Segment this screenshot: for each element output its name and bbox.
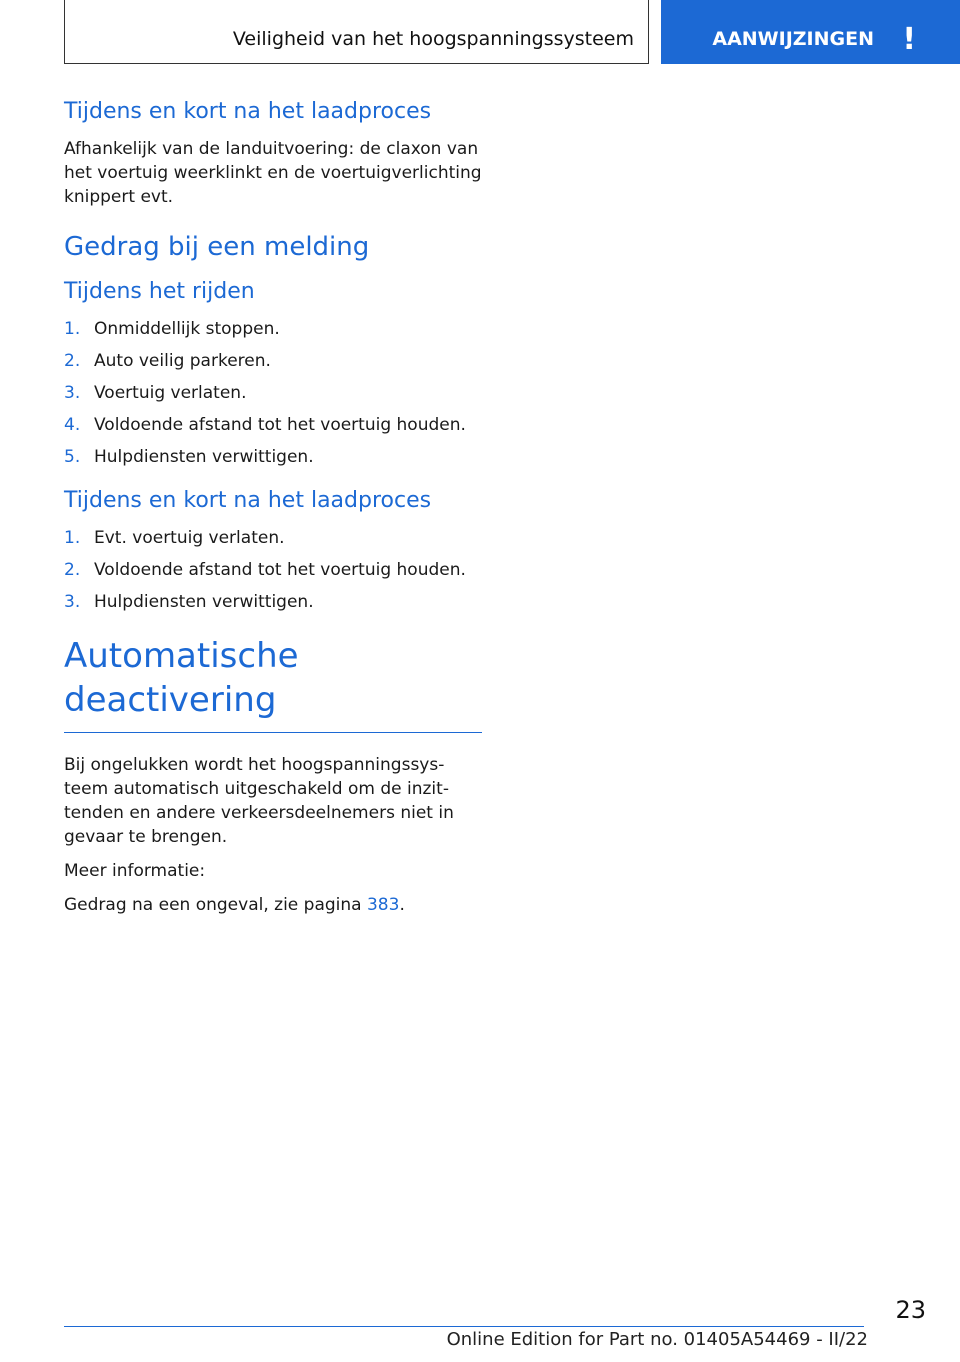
subheading-charging: Tijdens en kort na het laadproces	[64, 99, 432, 124]
driving-steps-list	[64, 317, 482, 469]
step-number: 4.	[64, 414, 81, 435]
step-number: 1.	[64, 527, 81, 548]
deactivation-paragraph: Bij ongelukken wordt het hoogspanningssysteem automatisch uitgeschakeld om de inzittenden en andere verkeersdeelnemers niet in gevaar te brengen.	[64, 754, 454, 847]
page-link[interactable]: 383	[366, 894, 400, 915]
step-number: 1.	[64, 318, 81, 339]
list-item	[64, 526, 482, 550]
page-number: 23	[895, 1296, 926, 1324]
cross-reference-text: Gedrag na een ongeval, zie pagina	[64, 894, 367, 915]
footer-divider	[64, 1326, 864, 1327]
step-number: 2.	[64, 559, 81, 580]
chapter-label: AANWIJZINGEN	[712, 28, 874, 50]
list-item	[64, 381, 482, 405]
list-item	[64, 445, 482, 469]
step-text: Onmiddellijk stoppen.	[94, 318, 280, 339]
cross-reference-suffix: .	[399, 894, 405, 915]
subheading-charging-2: Tijdens en kort na het laadproces	[64, 487, 432, 513]
warning-icon: !	[902, 22, 916, 57]
more-info-label: Meer informatie:	[64, 860, 206, 881]
step-text: Voldoende afstand tot het voertuig houden.	[94, 414, 466, 435]
section-title: Veiligheid van het hoogspanningssysteem	[232, 28, 634, 50]
step-text: Hulpdiensten verwittigen.	[94, 446, 314, 467]
step-text: Auto veilig parkeren.	[94, 350, 271, 371]
chapter-heading-deactivation: Automatische deactivering	[64, 634, 482, 733]
list-item	[64, 558, 482, 582]
subheading-driving: Tijdens het rijden	[64, 279, 255, 305]
list-item	[64, 413, 482, 437]
edition-note: Online Edition for Part no. 01405A54469 - II/22	[446, 1329, 868, 1350]
section-heading-alert: Gedrag bij een melding	[64, 231, 370, 262]
charging-steps-list	[64, 526, 482, 614]
chapter-tab[interactable]	[661, 0, 960, 64]
step-number: 5.	[64, 446, 81, 467]
page-content	[64, 98, 482, 927]
header-section-box	[64, 0, 649, 64]
step-number: 3.	[64, 591, 81, 612]
step-number: 2.	[64, 350, 81, 371]
step-text: Voldoende afstand tot het voertuig houden.	[94, 559, 466, 580]
cross-reference	[64, 893, 482, 917]
list-item	[64, 349, 482, 373]
step-text: Hulpdiensten verwittigen.	[94, 591, 314, 612]
charging-paragraph: Afhankelijk van de landuitvoering: de claxon van het voertuig weerklinkt en de voertuigverlichting knippert evt.	[64, 138, 482, 207]
step-text: Evt. voertuig verlaten.	[94, 527, 285, 548]
step-text: Voertuig verlaten.	[94, 382, 247, 403]
list-item	[64, 590, 482, 614]
step-number: 3.	[64, 382, 81, 403]
list-item	[64, 317, 482, 341]
